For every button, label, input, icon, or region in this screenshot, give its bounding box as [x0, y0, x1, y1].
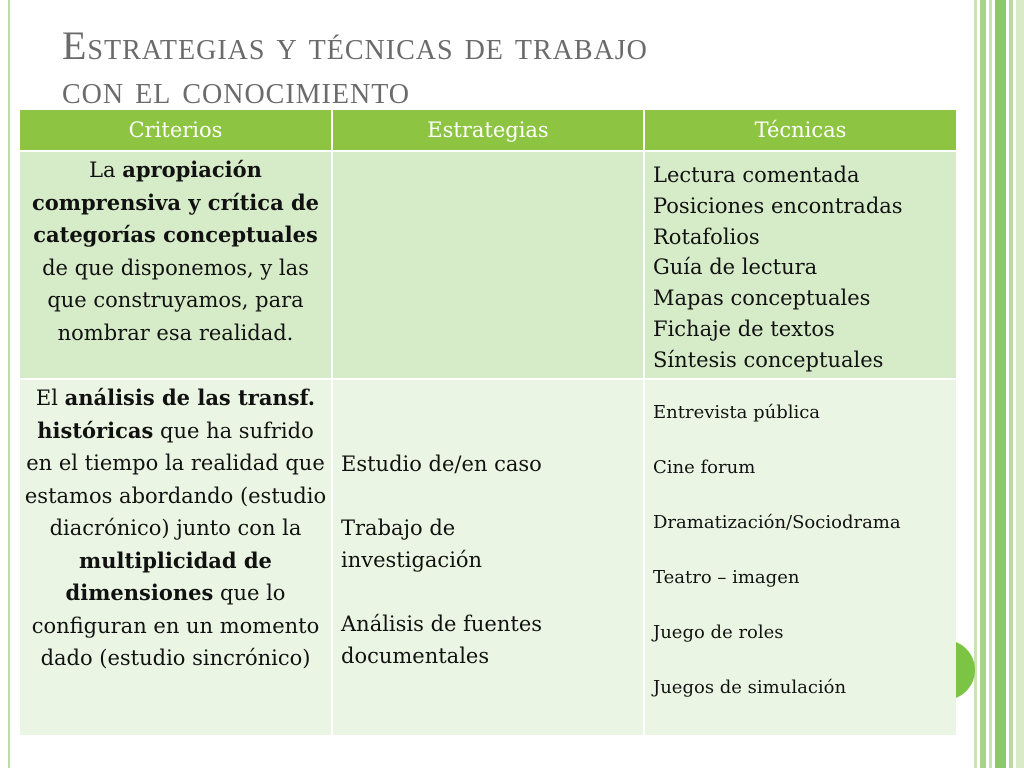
right-decorative-stripes [974, 0, 1024, 768]
tecnicas-cell [644, 151, 956, 379]
list-item: Teatro – imagen [653, 567, 800, 588]
table-header-row [20, 110, 956, 151]
list-item: Cine forum [653, 457, 756, 478]
list-item: Síntesis conceptuales [653, 347, 884, 372]
list-item: Lectura comentada [653, 163, 860, 187]
list-item: Guía de lectura [653, 255, 818, 280]
list-item: Fichaje de textos [653, 316, 835, 341]
list-item: investigación [341, 548, 483, 572]
title-line-1: Estrategias y técnicas de trabajo [62, 24, 648, 68]
header-tecnicas: Técnicas [644, 110, 956, 151]
list-item: Juego de roles [653, 622, 784, 643]
title-line-2: con el conocimiento [62, 67, 411, 110]
list-item: Mapas conceptuales [653, 286, 871, 311]
header-criterios: Criterios [20, 110, 332, 151]
header-estrategias: Estrategias [332, 110, 644, 151]
strategies-table [20, 110, 956, 735]
list-item: Análisis de fuentes [341, 612, 543, 636]
criterio-cell: El análisis de las transf. históricas que ha sufrido en el tiempo la realidad que estamos abordando (estudio diacrónico) junto con la multiplicidad de dimensiones que lo configuran en un momento dado (estudio sincrónico) [20, 379, 332, 735]
list-item: documentales [341, 644, 490, 668]
list-item: Posiciones encontradas [653, 193, 903, 218]
list-item: Dramatización/Sociodrama [653, 512, 901, 533]
list-item: Entrevista pública [653, 402, 821, 423]
table-row [20, 151, 956, 379]
list-item: Juegos de simulación [653, 677, 847, 698]
slide-title [62, 24, 922, 110]
estrategias-cell [332, 379, 644, 735]
list-item: Trabajo de [341, 516, 456, 540]
estrategias-cell [332, 151, 644, 379]
list-item: Rotafolios [653, 224, 760, 249]
tecnicas-cell [644, 379, 956, 735]
table-row [20, 379, 956, 735]
criterio-cell: La apropiación comprensiva y crítica de categorías conceptuales de que disponemos, y las que construyamos, para nombrar esa realidad. [20, 151, 332, 379]
left-decorative-line [8, 0, 10, 768]
list-item: Estudio de/en caso [341, 452, 542, 476]
